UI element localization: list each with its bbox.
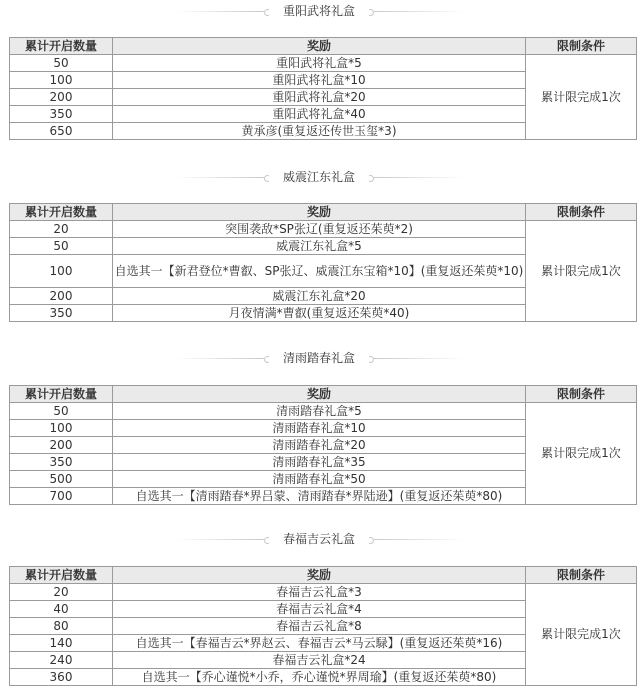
reward-cell: 重阳武将礼盒*40 [113,106,526,123]
reward-cell: 黄承彦(重复返还传世玉玺*3) [113,123,526,140]
reward-cell: 重阳武将礼盒*5 [113,55,526,72]
count-cell: 200 [10,437,113,454]
count-cell: 50 [10,238,113,255]
section-title-text: 清雨踏春礼盒 [269,347,369,369]
reward-cell: 自选其一【春福吉云*界赵云、春福吉云*马云騄】(重复返还茱萸*16) [113,635,526,652]
header-reward: 奖励 [113,386,526,403]
reward-cell: 威震江东礼盒*5 [113,238,526,255]
section-title [0,0,638,22]
reward-cell: 清雨踏春礼盒*50 [113,471,526,488]
header-reward: 奖励 [113,204,526,221]
reward-cell: 重阳武将礼盒*10 [113,72,526,89]
count-cell: 500 [10,471,113,488]
header-count: 累计开启数量 [10,386,113,403]
count-cell: 20 [10,584,113,601]
count-cell: 100 [10,420,113,437]
count-cell: 240 [10,652,113,669]
header-count: 累计开启数量 [10,204,113,221]
count-cell: 650 [10,123,113,140]
divider-left [174,11,264,12]
section-title-text: 春福吉云礼盒 [269,528,369,550]
reward-cell: 威震江东礼盒*20 [113,288,526,305]
reward-table-qingyu [9,385,637,505]
limit-cell: 累计限完成1次 [526,221,637,322]
reward-cell: 清雨踏春礼盒*20 [113,437,526,454]
reward-table-chunfu [9,566,637,686]
section-chunfu [0,528,638,550]
count-cell: 350 [10,106,113,123]
reward-cell: 自选其一【清雨踏春*界吕蒙、清雨踏春*界陆逊】(重复返还茱萸*80) [113,488,526,505]
count-cell: 700 [10,488,113,505]
reward-cell: 自选其一【新君登位*曹叡、SP张辽、威震江东宝箱*10】(重复返还茱萸*10) [113,255,526,288]
reward-cell: 春福吉云礼盒*24 [113,652,526,669]
reward-table-chongyang [9,37,637,140]
header-limit: 限制条件 [526,38,637,55]
reward-cell: 清雨踏春礼盒*5 [113,403,526,420]
divider-right [374,11,464,12]
section-title-text: 重阳武将礼盒 [269,0,369,22]
count-cell: 100 [10,255,113,288]
count-cell: 50 [10,403,113,420]
count-cell: 100 [10,72,113,89]
reward-cell: 清雨踏春礼盒*10 [113,420,526,437]
section-title [0,166,638,188]
limit-cell: 累计限完成1次 [526,584,637,686]
section-title [0,347,638,369]
section-title [0,528,638,550]
count-cell: 40 [10,601,113,618]
divider-left [174,539,264,540]
count-cell: 80 [10,618,113,635]
count-cell: 350 [10,454,113,471]
header-limit: 限制条件 [526,567,637,584]
count-cell: 360 [10,669,113,686]
table-row [10,55,637,72]
table-row [10,403,637,420]
reward-cell: 春福吉云礼盒*3 [113,584,526,601]
divider-left [174,177,264,178]
table-row [10,584,637,601]
reward-cell: 重阳武将礼盒*20 [113,89,526,106]
reward-cell: 春福吉云礼盒*8 [113,618,526,635]
divider-right [374,177,464,178]
table-header-row [10,386,637,403]
header-limit: 限制条件 [526,386,637,403]
limit-cell: 累计限完成1次 [526,55,637,140]
count-cell: 140 [10,635,113,652]
limit-cell: 累计限完成1次 [526,403,637,505]
header-reward: 奖励 [113,567,526,584]
header-limit: 限制条件 [526,204,637,221]
section-chongyang [0,0,638,22]
count-cell: 350 [10,305,113,322]
reward-cell: 清雨踏春礼盒*35 [113,454,526,471]
reward-cell: 自选其一【乔心谨悦*小乔，乔心谨悦*界周瑜】(重复返还茱萸*80) [113,669,526,686]
count-cell: 50 [10,55,113,72]
reward-cell: 月夜情满*曹叡(重复返还茱萸*40) [113,305,526,322]
divider-right [374,358,464,359]
header-count: 累计开启数量 [10,567,113,584]
section-qingyu [0,347,638,369]
header-count: 累计开启数量 [10,38,113,55]
divider-right [374,539,464,540]
reward-cell: 春福吉云礼盒*4 [113,601,526,618]
section-weizhen [0,166,638,188]
table-header-row [10,567,637,584]
header-reward: 奖励 [113,38,526,55]
table-row [10,221,637,238]
divider-left [174,358,264,359]
reward-cell: 突围袭敌*SP张辽(重复返还茱萸*2) [113,221,526,238]
table-header-row [10,204,637,221]
table-header-row [10,38,637,55]
count-cell: 200 [10,288,113,305]
reward-table-weizhen [9,203,637,322]
count-cell: 20 [10,221,113,238]
section-title-text: 威震江东礼盒 [269,166,369,188]
count-cell: 200 [10,89,113,106]
